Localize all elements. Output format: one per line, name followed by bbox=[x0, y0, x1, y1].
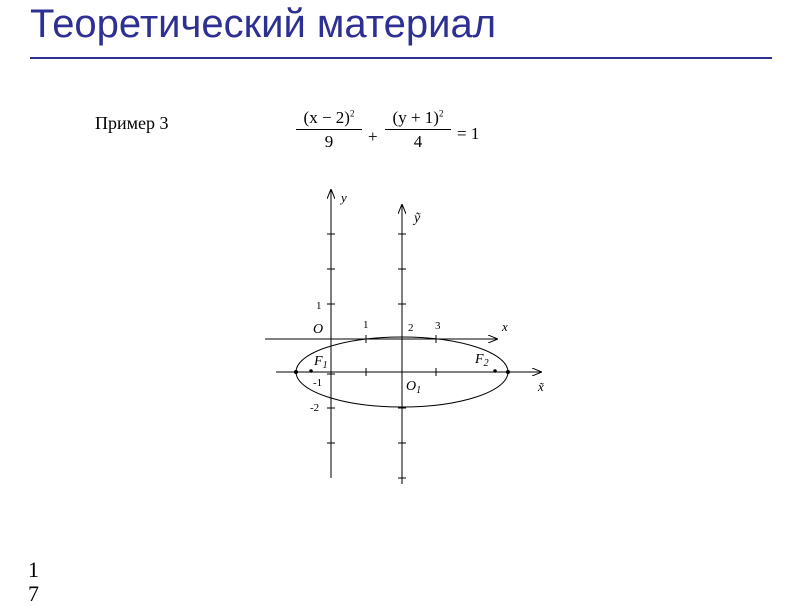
example-label: Пример 3 bbox=[95, 113, 169, 133]
term-1-exponent: 2 bbox=[349, 108, 355, 119]
origin1-letter: O bbox=[406, 379, 417, 394]
focus-1-letter: F bbox=[314, 354, 323, 369]
origin-label: O bbox=[313, 322, 324, 337]
term-2-exponent: 2 bbox=[438, 108, 444, 119]
y-tilde-axis-label: ỹ bbox=[414, 211, 421, 226]
page-number-digit-2: 7 bbox=[28, 581, 39, 606]
x-axis-label: x bbox=[502, 319, 508, 334]
term-1-base: (x − 2) bbox=[303, 108, 350, 127]
left-vertex-point bbox=[294, 370, 298, 374]
term-2-denominator: 4 bbox=[413, 132, 423, 151]
equation-rhs: = 1 bbox=[457, 124, 480, 143]
x-tilde-axis-label: x̃ bbox=[538, 379, 544, 394]
y-axis-label: y bbox=[341, 190, 347, 205]
page-number bbox=[28, 558, 39, 606]
y-tick-1-label: 1 bbox=[316, 300, 322, 312]
right-vertex-point bbox=[506, 370, 510, 374]
focus-2-label bbox=[474, 352, 489, 369]
focus-2-letter: F bbox=[475, 352, 484, 367]
x-tick-2-label: 2 bbox=[408, 322, 414, 334]
focus-1-subscript: 1 bbox=[322, 360, 328, 371]
term-1-denominator: 9 bbox=[324, 132, 334, 151]
origin1-label bbox=[406, 379, 421, 396]
focus-1-label bbox=[313, 354, 328, 371]
focus-1-point bbox=[309, 369, 313, 373]
page-number-digit-1: 1 bbox=[28, 557, 39, 582]
slide-title: Теоретический материал bbox=[30, 2, 497, 46]
focus-2-point bbox=[493, 369, 497, 373]
y-tick-minus1-label: -1 bbox=[313, 377, 323, 389]
x-tick-3-label: 3 bbox=[435, 320, 441, 332]
focus-2-subscript: 2 bbox=[483, 358, 489, 369]
x-tick-1-label: 1 bbox=[363, 319, 369, 331]
plus-sign: + bbox=[368, 127, 378, 146]
origin1-subscript: 1 bbox=[416, 385, 422, 396]
y-tick-minus2-label: -2 bbox=[310, 402, 320, 414]
term-2-base: (y + 1) bbox=[392, 108, 439, 127]
